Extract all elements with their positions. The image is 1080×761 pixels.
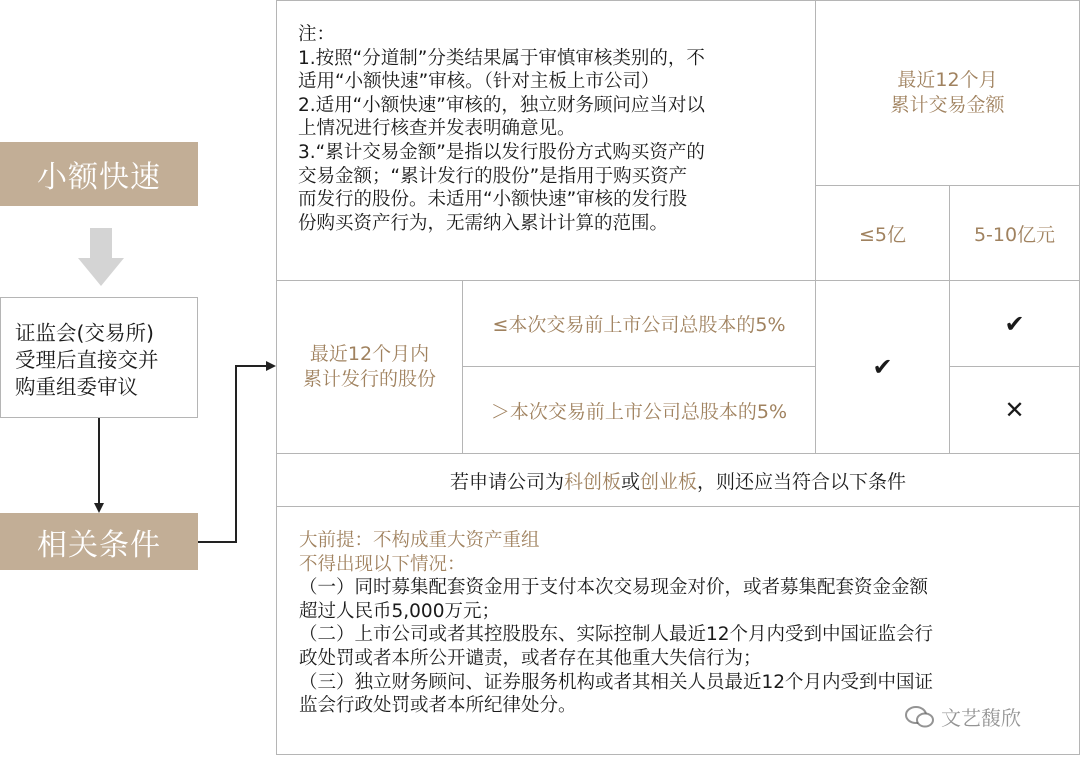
intro-text: 不得出现以下情况： — [299, 553, 466, 575]
col-5-10-label: 5-10亿元 — [973, 223, 1056, 246]
chinext-label: 创业板 — [640, 470, 698, 493]
condition-line: 政处罚或者本所公开谴责，或者存在其他重大失信行为； — [299, 647, 762, 669]
check-icon: ✔ — [1004, 309, 1025, 338]
note-line: 适用“小额快速”审核。（针对主板上市公司） — [298, 71, 660, 93]
note-line: 1.按照“分道制”分类结果属于审慎审核类别的，不 — [298, 47, 705, 69]
row2-label: ＞本次交易前上市公司总股本的5% — [490, 400, 788, 423]
condition-line: 监会行政处罚或者本所纪律处分。 — [299, 695, 577, 717]
cross-icon: ✕ — [1004, 396, 1025, 424]
check-icon: ✔ — [872, 353, 893, 381]
header-amount-line-1: 最近12个月 — [897, 69, 998, 91]
condition-line: 超过人民币5,000万元； — [299, 600, 500, 622]
note-line: 上情况进行核查并发表明确意见。 — [298, 118, 576, 140]
row2-label-cell — [462, 366, 816, 454]
merged-le5-cell — [815, 280, 950, 454]
related-conditions-box — [0, 513, 198, 570]
review-line-1: 证监会(交易所) — [15, 321, 154, 345]
row1-col2-cell — [949, 280, 1080, 367]
note-line: 而发行的股份。未适用“小额快速”审核的发行股 — [298, 189, 688, 211]
connector-arrows — [0, 0, 280, 761]
review-line-2: 受理后直接交并 — [15, 348, 159, 372]
small-fast-label: 小额快速 — [37, 160, 161, 195]
board-condition-cell — [276, 453, 1080, 507]
condition-line: （三）独立财务顾问、证券服务机构或者其相关人员最近12个月内受到中国证 — [299, 671, 934, 693]
note-line: 3.“累计交易金额”是指以发行股份方式购买资产的 — [298, 141, 705, 163]
arrowhead-right-icon — [266, 361, 276, 371]
row-header-line-1: 最近12个月内 — [309, 343, 430, 365]
review-line-3: 购重组委审议 — [15, 375, 138, 399]
related-conditions-label: 相关条件 — [37, 527, 161, 563]
col-le5-label: ≤5亿 — [858, 223, 906, 246]
row-header-cell — [276, 280, 463, 454]
wechat-icon — [905, 705, 935, 729]
watermark — [905, 702, 1021, 731]
note-title: 注： — [298, 24, 336, 45]
star-market-label: 科创板 — [563, 470, 621, 493]
arrowhead-down-icon — [94, 503, 104, 513]
col-le5-cell — [815, 185, 950, 281]
row1-label-cell — [462, 280, 816, 367]
condition-line: （一）同时募集配套资金用于支付本次交易现金对价，或者募集配套资金金额 — [299, 577, 929, 599]
note-line: 交易金额；“累计发行的股份”是指用于购买资产 — [298, 165, 688, 187]
board-condition-prefix: 若申请公司为 — [449, 470, 564, 493]
header-amount-cell — [815, 0, 1080, 186]
note-cell — [276, 0, 816, 281]
row1-label: ≤本次交易前上市公司总股本的5% — [492, 314, 786, 336]
board-condition-or: 或 — [620, 470, 640, 493]
watermark-text: 文艺馥欣 — [941, 706, 1021, 730]
board-condition-suffix: ，则还应当符合以下条件 — [697, 470, 907, 493]
condition-line: （二）上市公司或者其控股股东、实际控制人最近12个月内受到中国证监会行 — [299, 624, 934, 646]
col-5-10-cell — [949, 185, 1080, 281]
note-line: 2.适用“小额快速”审核的，独立财务顾问应当对以 — [298, 94, 705, 116]
row2-col2-cell — [949, 366, 1080, 454]
row-header-line-2: 累计发行的股份 — [302, 368, 436, 390]
premise-text: 大前提：不构成重大资产重组 — [299, 530, 540, 551]
note-line: 份购买资产行为，无需纳入累计计算的范围。 — [298, 212, 669, 234]
header-amount-line-2: 累计交易金额 — [890, 94, 1005, 116]
